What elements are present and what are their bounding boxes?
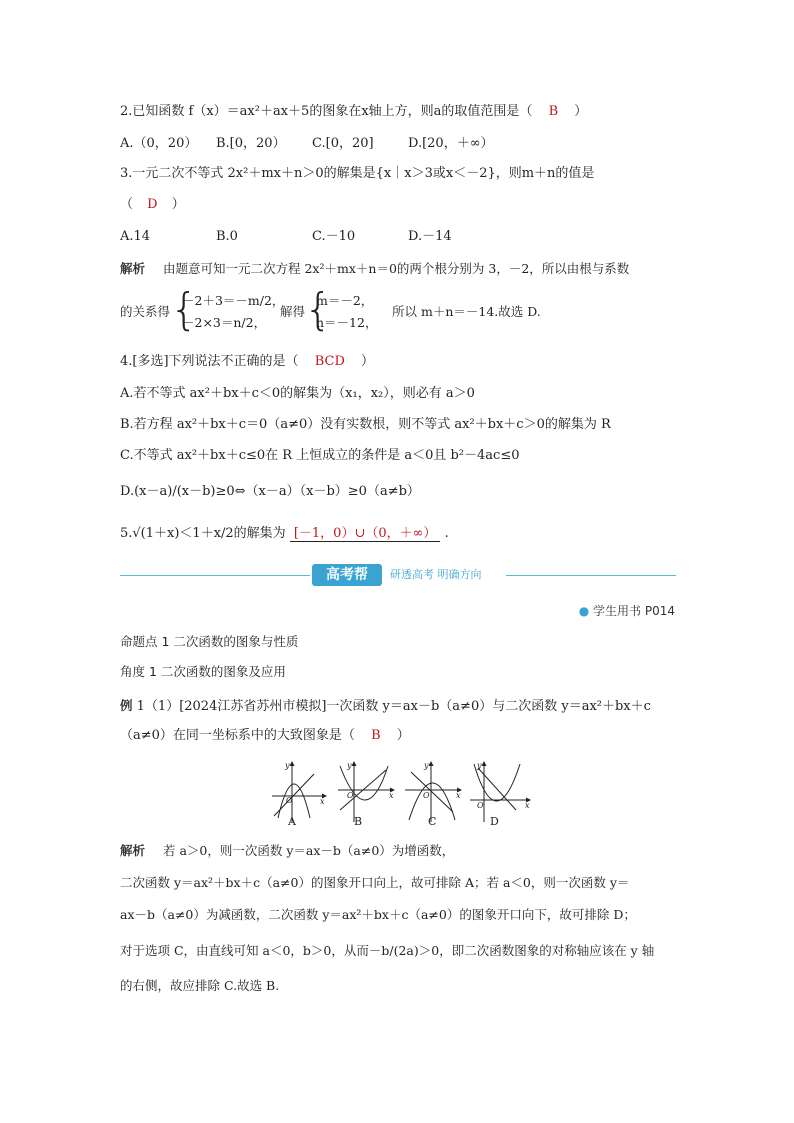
svg-text:x: x: [389, 791, 394, 800]
example-text1: 1（1）[2024江苏省苏州市模拟]一次函数 y＝ax－b（a≠0）与二次函数 y＝ax²＋bx＋c: [136, 699, 651, 714]
q4-option-c: C.不等式 ax²＋bx＋c≤0在 R 上恒成立的条件是 a＜0且 b²－4ac≤0: [120, 448, 520, 463]
q5-answer: [－1，0）∪（0，＋∞）: [290, 526, 441, 542]
q3-analysis-line1: [120, 259, 629, 279]
q3-conclusion: 所以 m＋n＝－14.故选 D.: [392, 304, 541, 319]
q2-option-d: D.[20，＋∞）: [408, 136, 494, 151]
q3-close: ）: [171, 197, 185, 212]
graph-c: [405, 761, 461, 822]
q2-option-b: B.[0，20）: [216, 136, 286, 151]
q3-system-1: [182, 290, 284, 334]
example-close: ）: [396, 728, 410, 743]
q2-close: ）: [574, 104, 588, 119]
q5-stem: 5.√(1＋x)＜1＋x/2的解集为: [120, 526, 286, 541]
q3-system-1-row1: －2＋3＝－m/2，: [182, 293, 285, 308]
q4-answer: BCD: [314, 354, 345, 369]
example-line1: [120, 696, 651, 717]
q3-option-c: C.－10: [312, 229, 356, 244]
q3-options: [120, 227, 540, 247]
q3-system-1-row2: －2×3＝n/2，: [182, 315, 267, 330]
q2-stem: 2.已知函数 f（x）＝ax²＋ax＋5的图象在x轴上方，则a的取值范围是（: [120, 104, 533, 119]
svg-text:y: y: [424, 761, 429, 770]
q3-option-b: B.0: [216, 229, 238, 244]
q3-system-2: [316, 290, 377, 334]
svg-text:x: x: [320, 797, 325, 806]
example-analysis-line2: 二次函数 y＝ax²＋bx＋c（a≠0）的图象开口向上，故可排除 A；若 a＜0，则一次函数 y＝: [120, 875, 630, 890]
q3-answer: D: [147, 197, 158, 212]
section-angle: 角度 1 二次函数的图象及应用: [120, 664, 286, 679]
example-analysis-line5: 的右侧，故应排除 C.故选 B.: [120, 978, 280, 993]
example-graphs: [268, 760, 533, 830]
svg-text:y: y: [477, 761, 482, 770]
banner-badge: 高考帮: [312, 564, 382, 586]
graph-a: [272, 761, 326, 822]
banner-rule-right: [506, 575, 676, 576]
example-analysis-label: 解析: [120, 843, 146, 858]
q2-answer: B: [548, 104, 559, 119]
banner-text: 研透高考 明确方向: [390, 568, 482, 581]
svg-text:O: O: [477, 801, 484, 810]
example-answer: B: [371, 728, 381, 743]
graph-d: [470, 761, 530, 822]
section-point: 命题点 1 二次函数的图象与性质: [120, 634, 299, 649]
q3-analysis-prefix: 的关系得: [120, 304, 171, 319]
svg-text:x: x: [456, 791, 461, 800]
q4-stem: 4.[多选]下列说法不正确的是（: [120, 354, 299, 369]
example-label: 例: [120, 698, 133, 713]
svg-text:O: O: [286, 796, 293, 805]
book-tag: [579, 602, 675, 619]
example-line2: [120, 726, 410, 746]
graph-b: [338, 761, 394, 822]
svg-text:x: x: [525, 801, 530, 810]
example-analysis-line3: ax－b（a≠0）为减函数，二次函数 y＝ax²＋bx＋c（a≠0）的图象开口向下，故可排除 D；: [120, 907, 636, 922]
q4-close: ）: [361, 354, 375, 369]
svg-text:O: O: [347, 791, 354, 800]
q4-stem-line: [120, 352, 374, 372]
book-tag-text: 学生用书 P014: [593, 604, 675, 618]
q2-option-a: A.（0，20）: [120, 136, 198, 151]
brace-left-2: {: [304, 284, 332, 335]
example-analysis-text1: 若 a＞0，则一次函数 y＝ax－b（a≠0）为增函数，: [163, 843, 455, 858]
q3-system-2-row1: m＝－2，: [316, 293, 374, 308]
banner-rule-left: [120, 575, 310, 576]
q3-option-d: D.－14: [408, 229, 452, 244]
q3-solve-text: 解得: [280, 304, 306, 319]
q2-stem-line: [120, 102, 587, 122]
q4-option-a: A.若不等式 ax²＋bx＋c＜0的解集为（x₁，x₂），则必有 a＞0: [120, 386, 475, 401]
q3-analysis-label: 解析: [120, 261, 146, 276]
book-tag-icon: ●: [578, 604, 590, 618]
q5-end: .: [444, 526, 449, 541]
graph-label-a: A: [288, 815, 296, 828]
example-analysis-line1: [120, 841, 454, 861]
svg-text:O: O: [423, 791, 430, 800]
svg-text:y: y: [285, 761, 290, 770]
q3-system-2-row2: n＝－12，: [316, 315, 378, 330]
q3-option-a: A.14: [120, 229, 151, 244]
example-text2: （a≠0）在同一坐标系中的大致图象是（: [120, 728, 355, 743]
q5-line: [120, 524, 449, 544]
q3-answer-line: [120, 195, 185, 215]
graph-label-c: C: [428, 815, 437, 828]
graph-label-b: B: [354, 815, 363, 828]
brace-left-1: {: [170, 284, 198, 335]
q3-stem: 3.一元二次不等式 2x²＋mx＋n＞0的解集是{x｜x＞3或x＜－2}，则m＋n的值是: [120, 166, 595, 181]
q4-option-d: D.(x－a)/(x－b)≥0⇔（x－a）（x－b）≥0（a≠b）: [120, 484, 420, 499]
q3-open: （: [120, 197, 134, 212]
q3-analysis-text: 由题意可知一元二次方程 2x²＋mx＋n＝0的两个根分别为 3，－2，所以由根与系数: [163, 261, 630, 276]
svg-text:y: y: [347, 761, 352, 770]
graph-label-d: D: [490, 815, 499, 828]
q4-option-b: B.若方程 ax²＋bx＋c＝0（a≠0）没有实数根，则不等式 ax²＋bx＋c＞0的解集为 R: [120, 417, 611, 432]
gaokao-banner: [120, 564, 676, 586]
example-analysis-line4: 对于选项 C，由直线可知 a＜0，b＞0，从而－b/(2a)＞0，即二次函数图象的对称轴应该在 y 轴: [120, 943, 655, 958]
q2-option-c: C.[0，20]: [312, 136, 374, 151]
